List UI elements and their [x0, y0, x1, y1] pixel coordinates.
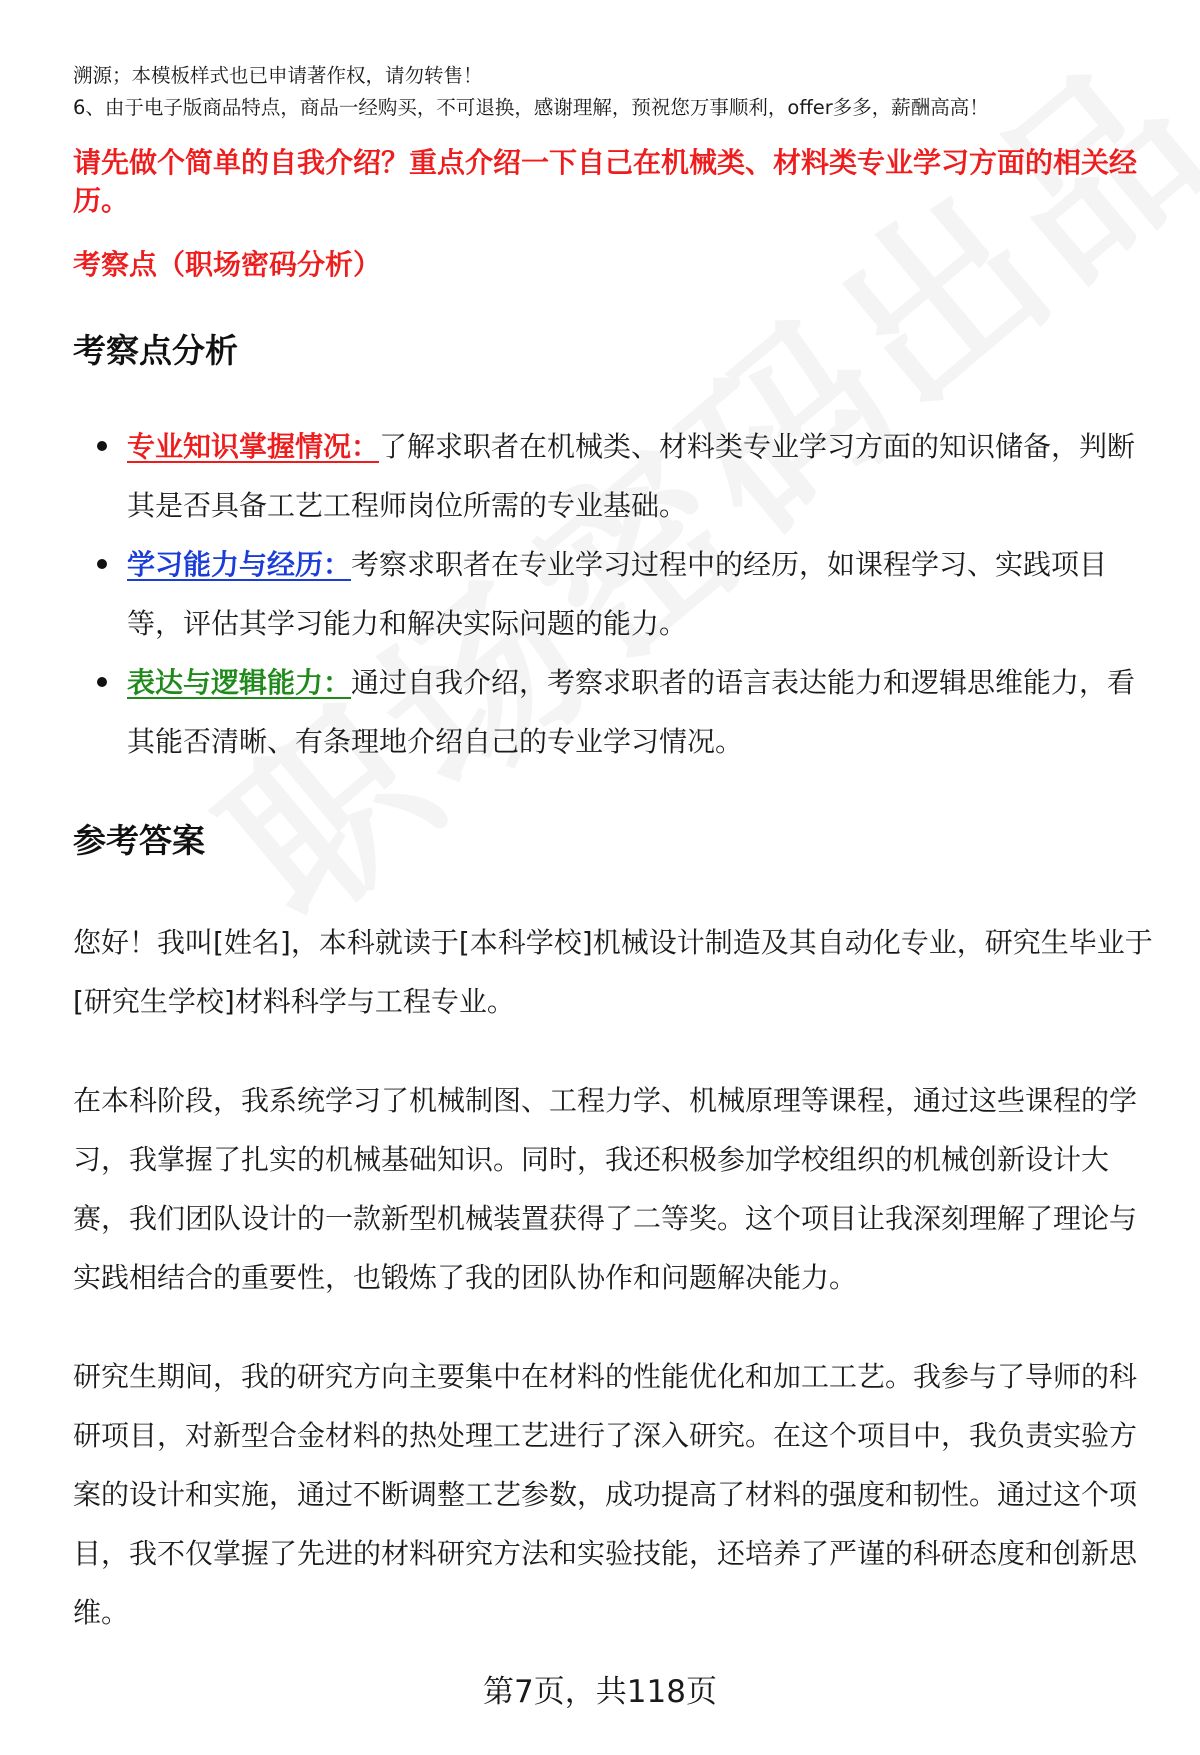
page-number: 第7页，共118页 — [483, 1674, 717, 1710]
notice-line-2: 6、由于电子版商品特点，商品一经购买，不可退换，感谢理解，预祝您万事顺利，offer多多，薪酬高高！ — [73, 96, 989, 119]
answer-title: 参考答案 — [73, 821, 205, 860]
analysis-item — [73, 535, 1158, 653]
analysis-item-label: 学习能力与经历： — [127, 548, 352, 581]
analysis-item-label: 表达与逻辑能力： — [127, 666, 352, 699]
answer-paragraph: 研究生期间，我的研究方向主要集中在材料的性能优化和加工工艺。我参与了导师的科研项目，对新型合金材料的热处理工艺进行了深入研究。在这个项目中，我负责实验方案的设计和实施，通过不断调整工艺参数，成功提高了材料的强度和韧性。通过这个项目，我不仅掌握了先进的材料研究方法和实验技能，还培养了严谨的科研态度和创新思维。 — [73, 1360, 1138, 1629]
notice — [73, 60, 1158, 124]
analysis-item-label: 专业知识掌握情况： — [127, 430, 380, 463]
answer-paragraph: 您好！我叫[姓名]，本科就读于[本科学校]机械设计制造及其自动化专业，研究生毕业于[研究生学校]材料科学与工程专业。 — [73, 926, 1153, 1018]
interview-question: 请先做个简单的自我介绍？重点介绍一下自己在机械类、材料类专业学习方面的相关经历。 — [73, 146, 1138, 217]
analysis-title: 考察点分析 — [73, 331, 238, 370]
analysis-item-text: 了解求职者在机械类、材料类专业学习方面的知识储备，判断其是否具备工艺工程师岗位所需的专业基础。 — [127, 430, 1136, 522]
notice-line-1: 溯源；本模板样式也已申请著作权，请勿转售！ — [73, 64, 483, 87]
analysis-item-text: 通过自我介绍，考察求职者的语言表达能力和逻辑思维能力，看其能否清晰、有条理地介绍自己的专业学习情况。 — [127, 666, 1136, 758]
examine-heading: 考察点（职场密码分析） — [73, 248, 382, 281]
analysis-item-text: 考察求职者在专业学习过程中的经历，如课程学习、实践项目等，评估其学习能力和解决实际问题的能力。 — [127, 548, 1108, 640]
analysis-list — [73, 417, 1158, 771]
answer-paragraph: 在本科阶段，我系统学习了机械制图、工程力学、机械原理等课程，通过这些课程的学习，我掌握了扎实的机械基础知识。同时，我还积极参加学校组织的机械创新设计大赛，我们团队设计的一款新型机械装置获得了二等奖。这个项目让我深刻理解了理论与实践相结合的重要性，也锻炼了我的团队协作和问题解决能力。 — [73, 1084, 1138, 1294]
analysis-item — [73, 417, 1158, 535]
analysis-item — [73, 653, 1158, 771]
document-page — [73, 60, 1158, 1642]
